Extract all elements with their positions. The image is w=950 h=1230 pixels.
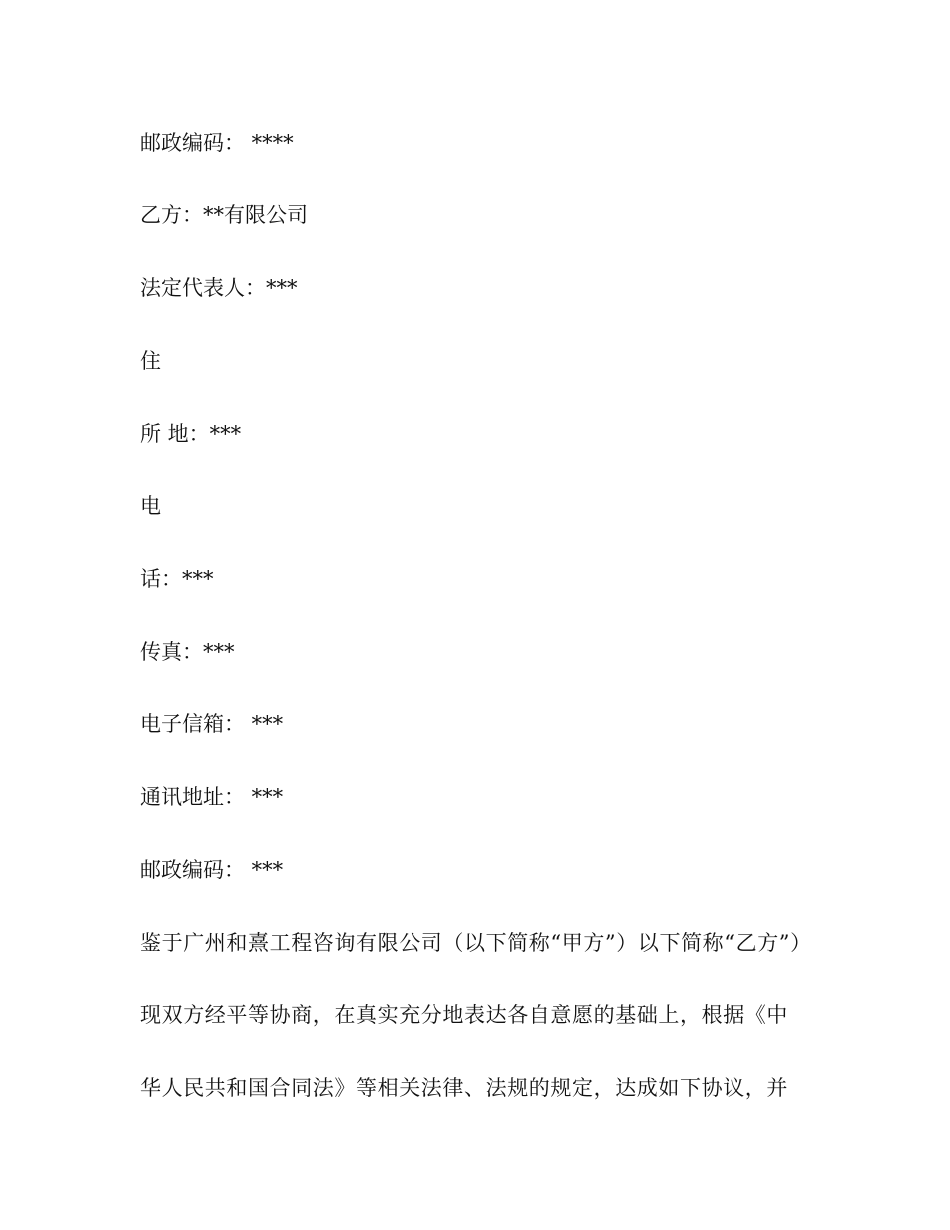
agreement-paragraph-line-2: 现双方经平等协商，在真实充分地表达各自意愿的基础上，根据《中 <box>140 1003 788 1027</box>
mailing-address-line: 通讯地址： *** <box>140 785 284 809</box>
postal-code-line-a: 邮政编码： **** <box>140 131 294 155</box>
address-line: 所 地：*** <box>140 422 242 446</box>
agreement-paragraph-line-3: 华人民共和国合同法》等相关法律、法规的规定，达成如下协议，并 <box>140 1076 788 1100</box>
legal-representative-line: 法定代表人：*** <box>140 276 298 300</box>
postal-code-line-b: 邮政编码： *** <box>140 858 284 882</box>
party-b-line: 乙方：**有限公司 <box>140 203 308 227</box>
phone-label-first-char: 电 <box>140 494 161 518</box>
phone-line: 话：*** <box>140 567 214 591</box>
fax-line: 传真：*** <box>140 640 235 664</box>
email-line: 电子信箱： *** <box>140 712 284 736</box>
address-label-first-char: 住 <box>140 349 161 373</box>
agreement-paragraph-line-1: 鉴于广州和熹工程咨询有限公司（以下简称“甲方”）以下简称“乙方”） <box>140 931 812 955</box>
